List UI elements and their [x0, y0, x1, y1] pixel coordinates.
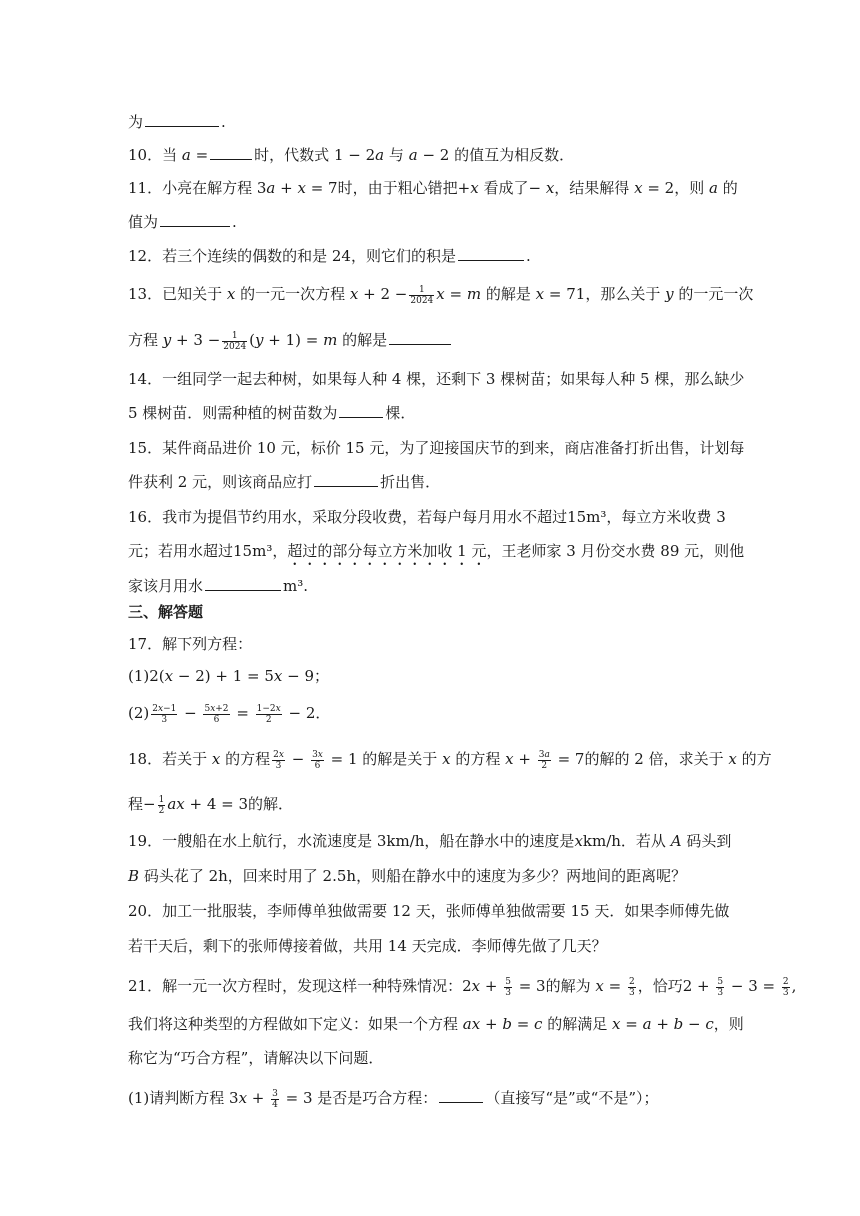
q21-text: 是否是巧合方程：	[317, 1089, 438, 1107]
answer-blank	[439, 1088, 483, 1103]
q11-text: 11．小亮在解方程	[128, 179, 253, 197]
answer-blank	[205, 576, 281, 591]
q16-text: ，王老师家 3 月份交水费 89 元，则他	[486, 542, 745, 560]
q10-text: 10．当	[128, 146, 178, 164]
q10-text: 与	[388, 146, 404, 164]
q11-text: ，结果解得	[554, 179, 630, 197]
q21-text: ，则	[713, 1015, 744, 1033]
q16-text: 16．我市为提倡节约用水，采取分段收费，若每户每月用水不超过	[128, 508, 568, 526]
q18-text: 的解是关于	[362, 750, 438, 768]
q13-text: 方程	[128, 331, 159, 349]
question-18: 18．若关于 x 的方程 $\frac{2x}{3}$ − $\frac{3x}{6}$ = 1 的解是关于 x 的方程 x + $\frac{3a}{2}$ = 7的解的 2 倍，求关于 x 的方	[128, 749, 772, 771]
question-13: 13．已知关于 x 的一元一次方程 x + 2 − $\frac{1}{2024}$ x = m 的解是 x = 71，那么关于 y 的一元一次	[128, 284, 754, 306]
unit-text: 15m³	[567, 508, 607, 526]
q15-text: 折出售．	[380, 473, 441, 491]
question-12: 12．若三个连续的偶数的和是 24，则它们的积是 .	[128, 247, 531, 265]
q20-text: 若干天后，剩下的张师傅接着做，共用 14 天完成．李师傅先做了几天？	[128, 937, 607, 955]
q11-text: 时，由于粗心错把	[337, 179, 458, 197]
section-heading: 三、解答题	[128, 603, 204, 621]
question-17-part2: (2) $\frac{2x-1}{3}$ − $\frac{5x+2}{6}$ = $\frac{1-2x}{2}$ − 2．	[128, 703, 331, 725]
question-11: 11．小亮在解方程 3a + x = 7时，由于粗心错把+x 看成了− x，结果解得 x = 2，则 a 的	[128, 179, 738, 197]
q18-text: 的解．	[248, 795, 294, 813]
q18-text: 的解的 2 倍，求关于	[584, 750, 724, 768]
q21-text: 21．解一元一次方程时，发现这样一种特殊情况：	[128, 977, 463, 995]
question-18-cont: 程− $\frac{1}{2}$ ax + 4 = 3的解．	[128, 794, 294, 816]
question-21: 21．解一元一次方程时，发现这样一种特殊情况：2x + $\frac{5}{3}$ = 3的解为 x = $\frac{2}{3}$ ，恰巧2 + $\frac{5}{3}$ − 3 = $\frac{2}{3}$ ,	[128, 976, 797, 998]
question-16-cont2: 家该月用水 m³.	[128, 577, 309, 595]
q21-text: 的解满足	[547, 1015, 608, 1033]
question-19-cont: B 码头花了 2h，回来时用了 2.5h，则船在静水中的速度为多少？两地间的距离呢？	[128, 867, 687, 885]
q19-text: 19．一艘船在水上航行，水流速度是 3km/h，船在静水中的速度是	[128, 832, 575, 850]
q18-text: 的方程	[225, 750, 271, 768]
q21-text: (1)请判断方程	[128, 1089, 225, 1107]
question-21-cont2	[128, 1048, 383, 1068]
answer-blank	[458, 246, 524, 261]
q13-text: 13．已知关于	[128, 285, 223, 303]
q19-text: 码头花了 2h，回来时用了 2.5h，则船在静水中的速度为多少？两地间的距离呢？	[143, 867, 687, 885]
question-21-part1: (1)请判断方程 3x + $\frac{3}{4}$ = 3 是否是巧合方程： （直接写“是”或“不是”）；	[128, 1088, 659, 1110]
question-16	[128, 507, 726, 527]
answer-blank	[314, 472, 378, 487]
question-15-cont	[128, 472, 440, 492]
part-label: (1)	[128, 667, 150, 685]
q13-text: 的解是	[342, 331, 388, 349]
answer-blank	[145, 112, 219, 127]
question-11-cont: 值为 .	[128, 213, 237, 231]
q11-text: 值为	[128, 213, 159, 231]
q9-continuation: 为 .	[128, 113, 226, 131]
emphasized-text: 超过的部分每立方米加收 1 元	[287, 542, 487, 560]
q21-text: 我们将这种类型的方程做如下定义：如果一个方程	[128, 1015, 459, 1033]
question-21-cont: 我们将这种类型的方程做如下定义：如果一个方程 ax + b = c 的解满足 x = a + b − c，则	[128, 1015, 744, 1033]
q11-text: 的	[722, 179, 738, 197]
answer-blank	[339, 403, 383, 418]
part-label: (2)	[128, 704, 150, 722]
q17-text: 17．解下列方程：	[128, 635, 253, 653]
q14-text: 5 棵树苗．则需种植的树苗数为	[128, 404, 338, 422]
q20-text: 20．加工一批服装，李师傅单独做需要 12 天，张师傅单独做需要 15 天．如果李师傅先做	[128, 902, 730, 920]
q21-text: （直接写“是”或“不是”）；	[485, 1089, 659, 1107]
answer-blank	[210, 145, 252, 160]
q18-text: 的方程	[455, 750, 501, 768]
question-13-cont: 方程 y + 3 − $\frac{1}{2024}$ (y + 1) = m 的解是	[128, 330, 453, 352]
q16-text: ，	[272, 542, 288, 560]
q13-text: 的一元一次	[678, 285, 754, 303]
q13-text: ，那么关于	[585, 285, 661, 303]
q11-text: 看成了	[483, 179, 529, 197]
question-16-cont	[128, 541, 744, 569]
q21-text: 的解为	[545, 977, 591, 995]
question-15	[128, 438, 744, 458]
q14-text: 棵．	[385, 404, 416, 422]
q16-text: 家该月用水	[128, 577, 204, 595]
unit-text: 15m³	[233, 542, 273, 560]
q19-text: km/h．若从	[582, 832, 666, 850]
q21-text: ，恰巧	[637, 977, 683, 995]
q18-text: 18．若关于	[128, 750, 208, 768]
question-14-cont	[128, 403, 415, 423]
q10-text: 的值互为相反数．	[454, 146, 575, 164]
q18-text: 的方	[741, 750, 772, 768]
q9-text: 为	[128, 113, 144, 131]
q19-text: 码头到	[686, 832, 732, 850]
q12-text: 12．若三个连续的偶数的和是 24，则它们的积是	[128, 247, 456, 265]
q18-text: 程	[128, 795, 144, 813]
question-10: 10．当 a = 时，代数式 1 − 2a 与 a − 2 的值互为相反数．	[128, 146, 575, 164]
answer-blank	[389, 330, 451, 345]
question-17-part1: (1)2(x − 2) + 1 = 5x − 9；	[128, 667, 330, 685]
q14-text: 14．一组同学一起去种树，如果每人种 4 棵，还剩下 3 棵树苗；如果每人种 5 棵，那么缺少	[128, 370, 745, 388]
q13-text: 的解是	[485, 285, 531, 303]
question-17	[128, 634, 252, 654]
unit-text: m³	[283, 577, 304, 595]
question-14	[128, 369, 744, 389]
q10-text: 时，代数式	[254, 146, 330, 164]
q11-text: ，则	[674, 179, 705, 197]
q21-text: 称它为“巧合方程”，请解决以下问题．	[128, 1049, 384, 1067]
q16-text: ，每立方米收费 3	[606, 508, 726, 526]
question-19: 19．一艘船在水上航行，水流速度是 3km/h，船在静水中的速度是xkm/h．若从 A 码头到	[128, 832, 732, 850]
q15-text: 15．某件商品进价 10 元，标价 15 元，为了迎接国庆节的到来，商店准备打折出售，计划每	[128, 439, 745, 457]
question-20	[128, 901, 729, 921]
answer-blank	[160, 212, 230, 227]
q15-text: 件获利 2 元，则该商品应打	[128, 473, 313, 491]
question-20-cont	[128, 936, 607, 956]
q16-text: 元；若用水超过	[128, 542, 234, 560]
q13-text: 的一元一次方程	[240, 285, 346, 303]
